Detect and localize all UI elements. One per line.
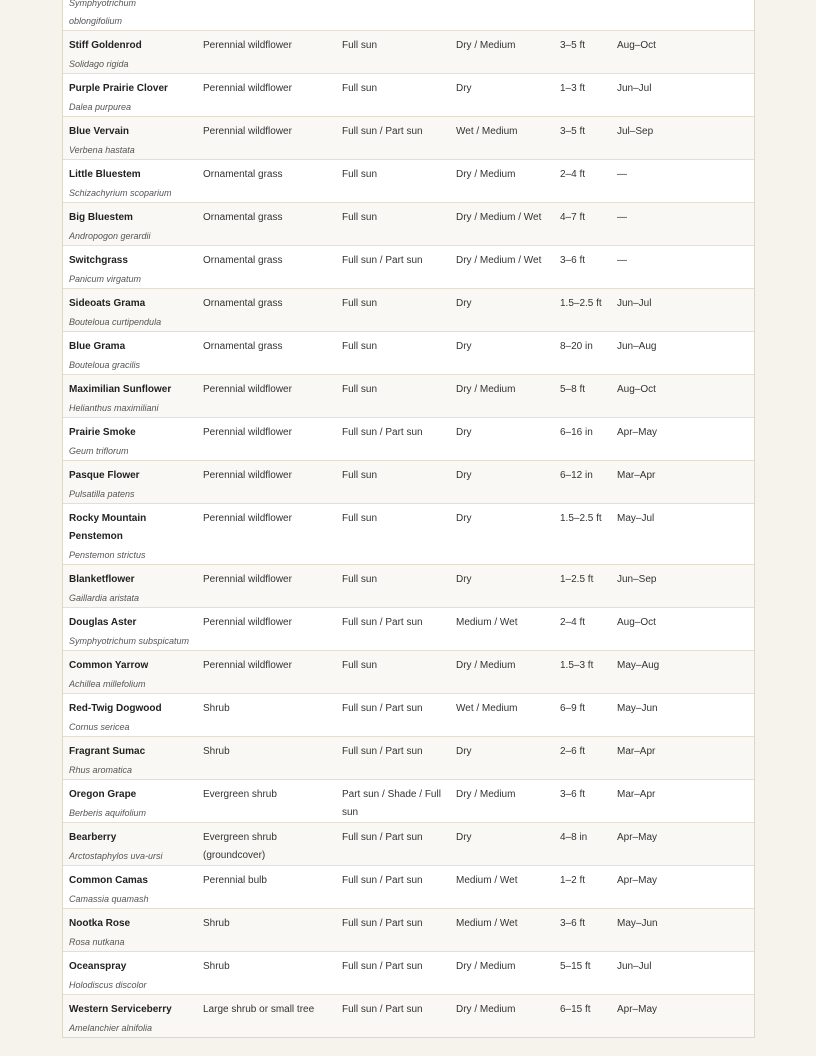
height-cell: 6–12 in xyxy=(554,461,611,504)
bloom-time-cell: Apr–May xyxy=(611,995,754,1038)
plant-name-cell xyxy=(63,117,197,160)
sun-exposure-cell: Full sun / Part sun xyxy=(336,737,450,780)
scientific-name: Verbena hastata xyxy=(69,145,135,155)
scientific-name: Arctostaphylos uva-ursi xyxy=(69,851,163,861)
table-row xyxy=(63,780,754,823)
plant-type-cell: Perennial wildflower xyxy=(197,461,336,504)
plant-type-cell: Perennial bulb xyxy=(197,866,336,909)
scientific-name: Bouteloua curtipendula xyxy=(69,317,162,327)
water-needs-cell: Dry xyxy=(450,332,554,375)
sun-exposure-cell: Full sun / Part sun xyxy=(336,952,450,995)
table-row xyxy=(63,332,754,375)
bloom-time-cell: Jun–Jul xyxy=(611,289,754,332)
sun-exposure-cell: Full sun / Part sun xyxy=(336,418,450,461)
sun-exposure-cell: Full sun / Part sun xyxy=(336,694,450,737)
table-row xyxy=(63,608,754,651)
water-needs-cell: Dry xyxy=(450,289,554,332)
common-name: Red-Twig Dogwood xyxy=(69,703,162,714)
plant-type-cell: Perennial wildflower xyxy=(197,608,336,651)
height-cell xyxy=(554,0,611,31)
bloom-time-cell: — xyxy=(611,203,754,246)
bloom-time-cell: Jul–Sep xyxy=(611,117,754,160)
height-cell: 6–16 in xyxy=(554,418,611,461)
scientific-name: Camassia quamash xyxy=(69,894,149,904)
bloom-time-cell: Apr–May xyxy=(611,823,754,866)
sun-exposure-cell: Full sun xyxy=(336,203,450,246)
sun-exposure-cell: Full sun xyxy=(336,289,450,332)
sun-exposure-cell: Full sun xyxy=(336,160,450,203)
bloom-time-cell: Aug–Oct xyxy=(611,375,754,418)
height-cell: 1.5–3 ft xyxy=(554,651,611,694)
height-cell: 3–6 ft xyxy=(554,246,611,289)
plant-type-cell: Ornamental grass xyxy=(197,246,336,289)
plant-type-cell: Large shrub or small tree xyxy=(197,995,336,1038)
plant-table xyxy=(63,0,754,1037)
plant-type-cell: Shrub xyxy=(197,952,336,995)
scientific-name: Helianthus maximiliani xyxy=(69,403,159,413)
bloom-time-cell: Aug–Oct xyxy=(611,608,754,651)
sun-exposure-cell: Part sun / Shade / Full sun xyxy=(336,780,450,823)
plant-name-cell xyxy=(63,909,197,952)
sun-exposure-cell: Full sun / Part sun xyxy=(336,246,450,289)
water-needs-cell: Dry / Medium xyxy=(450,31,554,74)
scientific-name: Amelanchier alnifolia xyxy=(69,1023,153,1033)
bloom-time-cell: Mar–Apr xyxy=(611,461,754,504)
height-cell: 6–15 ft xyxy=(554,995,611,1038)
height-cell: 3–5 ft xyxy=(554,117,611,160)
plant-name-cell xyxy=(63,332,197,375)
table-row xyxy=(63,995,754,1038)
sun-exposure-cell xyxy=(336,0,450,31)
height-cell: 1.5–2.5 ft xyxy=(554,289,611,332)
bloom-time-cell: May–Jun xyxy=(611,909,754,952)
common-name: Common Yarrow xyxy=(69,660,149,671)
water-needs-cell: Dry xyxy=(450,565,554,608)
sun-exposure-cell: Full sun / Part sun xyxy=(336,995,450,1038)
bloom-time-cell: Aug–Oct xyxy=(611,31,754,74)
height-cell: 5–8 ft xyxy=(554,375,611,418)
table-row xyxy=(63,246,754,289)
common-name: Blue Vervain xyxy=(69,126,130,137)
plant-type-cell: Shrub xyxy=(197,909,336,952)
table-row xyxy=(63,866,754,909)
common-name: Big Bluestem xyxy=(69,212,133,223)
bloom-time-cell: Jun–Sep xyxy=(611,565,754,608)
common-name: Fragrant Sumac xyxy=(69,746,146,757)
table-row xyxy=(63,909,754,952)
common-name: Nootka Rose xyxy=(69,918,131,929)
bloom-time-cell: Jun–Jul xyxy=(611,952,754,995)
plant-name-cell xyxy=(63,737,197,780)
water-needs-cell: Dry / Medium xyxy=(450,160,554,203)
sun-exposure-cell: Full sun xyxy=(336,461,450,504)
sun-exposure-cell: Full sun xyxy=(336,565,450,608)
table-row xyxy=(63,504,754,565)
plant-name-cell xyxy=(63,31,197,74)
plant-name-cell xyxy=(63,504,197,565)
height-cell: 1–2 ft xyxy=(554,866,611,909)
scientific-name: Symphyotrichum subspicatum xyxy=(69,636,190,646)
table-row xyxy=(63,375,754,418)
plant-name-cell xyxy=(63,866,197,909)
plant-type-cell: Evergreen shrub xyxy=(197,780,336,823)
plant-name-cell xyxy=(63,823,197,866)
common-name: Little Bluestem xyxy=(69,169,141,180)
water-needs-cell: Medium / Wet xyxy=(450,909,554,952)
plant-name-cell xyxy=(63,694,197,737)
common-name: Bearberry xyxy=(69,832,117,843)
bloom-time-cell: May–Aug xyxy=(611,651,754,694)
water-needs-cell: Wet / Medium xyxy=(450,694,554,737)
water-needs-cell: Dry / Medium xyxy=(450,995,554,1038)
sun-exposure-cell: Full sun / Part sun xyxy=(336,117,450,160)
height-cell: 1–2.5 ft xyxy=(554,565,611,608)
plant-name-cell xyxy=(63,246,197,289)
height-cell: 8–20 in xyxy=(554,332,611,375)
bloom-time-cell: Apr–May xyxy=(611,866,754,909)
plant-name-cell xyxy=(63,74,197,117)
plant-name-cell xyxy=(63,203,197,246)
scientific-name: Geum triflorum xyxy=(69,446,129,456)
plant-type-cell: Perennial wildflower xyxy=(197,74,336,117)
scientific-name: Bouteloua gracilis xyxy=(69,360,141,370)
sun-exposure-cell: Full sun / Part sun xyxy=(336,909,450,952)
sun-exposure-cell: Full sun / Part sun xyxy=(336,866,450,909)
common-name: Sideoats Grama xyxy=(69,298,146,309)
water-needs-cell: Dry / Medium / Wet xyxy=(450,203,554,246)
bloom-time-cell: Apr–May xyxy=(611,418,754,461)
plant-type-cell: Perennial wildflower xyxy=(197,117,336,160)
plant-name-cell xyxy=(63,952,197,995)
scientific-name: Achillea millefolium xyxy=(69,679,146,689)
height-cell: 5–15 ft xyxy=(554,952,611,995)
plant-type-cell: Perennial wildflower xyxy=(197,418,336,461)
plant-type-cell: Perennial wildflower xyxy=(197,31,336,74)
bloom-time-cell: — xyxy=(611,246,754,289)
plant-type-cell: Evergreen shrub (groundcover) xyxy=(197,823,336,866)
water-needs-cell: Dry / Medium xyxy=(450,952,554,995)
height-cell: 4–7 ft xyxy=(554,203,611,246)
scientific-name: Cornus sericea xyxy=(69,722,130,732)
common-name: Douglas Aster xyxy=(69,617,137,628)
plant-type-cell: Ornamental grass xyxy=(197,332,336,375)
common-name: Pasque Flower xyxy=(69,470,140,481)
scientific-name: Andropogon gerardii xyxy=(69,231,151,241)
height-cell: 2–4 ft xyxy=(554,608,611,651)
plant-name-cell xyxy=(63,780,197,823)
common-name: Maximilian Sunflower xyxy=(69,384,172,395)
water-needs-cell: Medium / Wet xyxy=(450,608,554,651)
sun-exposure-cell: Full sun xyxy=(336,74,450,117)
table-row xyxy=(63,952,754,995)
common-name: Prairie Smoke xyxy=(69,427,136,438)
plant-type-cell: Perennial wildflower xyxy=(197,375,336,418)
common-name: Oceanspray xyxy=(69,961,127,972)
common-name: Switchgrass xyxy=(69,255,128,266)
common-name: Stiff Goldenrod xyxy=(69,40,142,51)
bloom-time-cell: Mar–Apr xyxy=(611,780,754,823)
plant-type-cell: Perennial wildflower xyxy=(197,504,336,565)
bloom-time-cell: Jun–Aug xyxy=(611,332,754,375)
plant-name-cell xyxy=(63,375,197,418)
water-needs-cell: Dry xyxy=(450,504,554,565)
scientific-name: Rhus aromatica xyxy=(69,765,133,775)
scientific-name: Pulsatilla patens xyxy=(69,489,135,499)
plant-name-cell xyxy=(63,160,197,203)
sun-exposure-cell: Full sun xyxy=(336,375,450,418)
plant-type-cell: Perennial wildflower xyxy=(197,651,336,694)
water-needs-cell: Dry xyxy=(450,737,554,780)
common-name: Blue Grama xyxy=(69,341,126,352)
scientific-name: Holodiscus discolor xyxy=(69,980,147,990)
plant-type-cell: Ornamental grass xyxy=(197,160,336,203)
height-cell: 3–6 ft xyxy=(554,780,611,823)
table-row xyxy=(63,651,754,694)
water-needs-cell: Dry / Medium xyxy=(450,780,554,823)
scientific-name: Symphyotrichum oblongifolium xyxy=(69,0,137,26)
water-needs-cell: Dry xyxy=(450,823,554,866)
table-row xyxy=(63,74,754,117)
scientific-name: Penstemon strictus xyxy=(69,550,146,560)
height-cell: 3–6 ft xyxy=(554,909,611,952)
height-cell: 6–9 ft xyxy=(554,694,611,737)
table-row xyxy=(63,737,754,780)
water-needs-cell: Dry / Medium xyxy=(450,651,554,694)
plant-table-container xyxy=(62,0,755,1038)
scientific-name: Gaillardia aristata xyxy=(69,593,140,603)
water-needs-cell: Dry / Medium / Wet xyxy=(450,246,554,289)
common-name: Common Camas xyxy=(69,875,148,886)
height-cell: 3–5 ft xyxy=(554,31,611,74)
table-row xyxy=(63,461,754,504)
table-row xyxy=(63,289,754,332)
bloom-time-cell: Mar–Apr xyxy=(611,737,754,780)
sun-exposure-cell: Full sun xyxy=(336,504,450,565)
scientific-name: Panicum virgatum xyxy=(69,274,142,284)
table-row xyxy=(63,203,754,246)
plant-table-body xyxy=(63,0,754,1037)
scientific-name: Rosa nutkana xyxy=(69,937,125,947)
water-needs-cell: Dry xyxy=(450,74,554,117)
sun-exposure-cell: Full sun / Part sun xyxy=(336,823,450,866)
sun-exposure-cell: Full sun xyxy=(336,332,450,375)
table-row xyxy=(63,160,754,203)
scientific-name: Berberis aquifolium xyxy=(69,808,147,818)
water-needs-cell: Wet / Medium xyxy=(450,117,554,160)
plant-name-cell xyxy=(63,289,197,332)
common-name: Oregon Grape xyxy=(69,789,137,800)
water-needs-cell xyxy=(450,0,554,31)
plant-type-cell: Ornamental grass xyxy=(197,289,336,332)
plant-type-cell: Shrub xyxy=(197,694,336,737)
table-row xyxy=(63,0,754,31)
sun-exposure-cell: Full sun / Part sun xyxy=(336,608,450,651)
height-cell: 4–8 in xyxy=(554,823,611,866)
bloom-time-cell xyxy=(611,0,754,31)
table-row xyxy=(63,694,754,737)
plant-type-cell: Shrub xyxy=(197,737,336,780)
sun-exposure-cell: Full sun xyxy=(336,651,450,694)
bloom-time-cell: — xyxy=(611,160,754,203)
plant-name-cell xyxy=(63,0,197,31)
common-name: Rocky Mountain Penstemon xyxy=(69,513,147,542)
height-cell: 1–3 ft xyxy=(554,74,611,117)
scientific-name: Schizachyrium scoparium xyxy=(69,188,172,198)
sun-exposure-cell: Full sun xyxy=(336,31,450,74)
plant-type-cell: Ornamental grass xyxy=(197,203,336,246)
common-name: Western Serviceberry xyxy=(69,1004,172,1015)
water-needs-cell: Medium / Wet xyxy=(450,866,554,909)
height-cell: 1.5–2.5 ft xyxy=(554,504,611,565)
bloom-time-cell: Jun–Jul xyxy=(611,74,754,117)
height-cell: 2–6 ft xyxy=(554,737,611,780)
plant-name-cell xyxy=(63,995,197,1038)
common-name: Blanketflower xyxy=(69,574,135,585)
height-cell: 2–4 ft xyxy=(554,160,611,203)
table-row xyxy=(63,565,754,608)
bloom-time-cell: May–Jun xyxy=(611,694,754,737)
plant-name-cell xyxy=(63,461,197,504)
water-needs-cell: Dry xyxy=(450,461,554,504)
plant-name-cell xyxy=(63,565,197,608)
plant-type-cell: Perennial wildflower xyxy=(197,565,336,608)
common-name: Purple Prairie Clover xyxy=(69,83,168,94)
table-row xyxy=(63,418,754,461)
plant-name-cell xyxy=(63,651,197,694)
bloom-time-cell: May–Jul xyxy=(611,504,754,565)
scientific-name: Dalea purpurea xyxy=(69,102,132,112)
plant-type-cell xyxy=(197,0,336,31)
water-needs-cell: Dry xyxy=(450,418,554,461)
table-row xyxy=(63,823,754,866)
scientific-name: Solidago rigida xyxy=(69,59,129,69)
table-row xyxy=(63,31,754,74)
plant-name-cell xyxy=(63,418,197,461)
table-row xyxy=(63,117,754,160)
plant-name-cell xyxy=(63,608,197,651)
water-needs-cell: Dry / Medium xyxy=(450,375,554,418)
